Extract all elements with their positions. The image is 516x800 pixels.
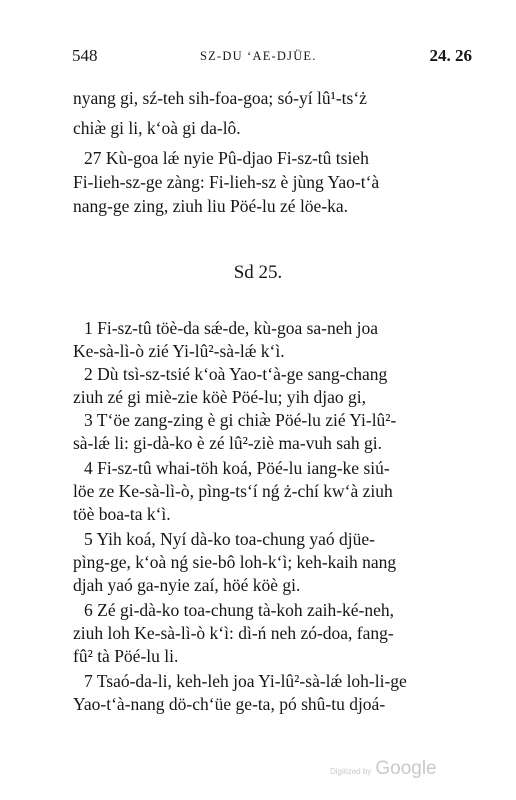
verse-start-line: 6 Zé gi-dà-ko toa-chung tà-koh zaih-ké-neh, — [84, 600, 395, 620]
section-title: Sd 25. — [233, 262, 283, 283]
text-line: töè boa-ta k‘ì. — [73, 504, 171, 524]
verse-start-line: 4 Fi-sz-tû whai-töh koá, Pöé-lu iang-ke siú- — [84, 458, 390, 478]
verse-start-line: 5 Yih koá, Nyí dà-ko toa-chung yaó djüe- — [84, 529, 375, 549]
text-line: löe ze Ke-sà-lì-ò, pìng-ts‘í nǵ ż-chí kw‘à ziuh — [73, 481, 393, 501]
text-line: nyang gi, sź-teh sih-foa-goa; só-yí lû¹-ts‘ż — [73, 88, 367, 108]
text-line: pìng-ge, k‘oà nǵ sie-bô loh-k‘ì; keh-kaih nang — [73, 552, 397, 572]
page-header — [72, 46, 472, 70]
verse-start-line: 2 Dù tsì-sz-tsié k‘oà Yao-t‘à-ge sang-chang — [84, 364, 388, 384]
chapter-verse — [430, 46, 473, 66]
verse-start-line: 27 Kù-goa lǽ nyie Pû-djao Fi-sz-tû tsieh — [84, 148, 369, 168]
text-line: sà-lǽ li: gi-dà-ko è zé lû²-ziè ma-vuh sah gi. — [73, 433, 382, 453]
verse-start-line: 3 T‘öe zang-zing è gi chiæ̀ Pöé-lu zié Yi-lû²- — [84, 410, 397, 430]
text-line: djah yaó ga-nyie zaí, höé köè gi. — [73, 575, 301, 595]
text-line: chiæ̀ gi li, k‘oà gi da-lô. — [73, 118, 241, 138]
text-line: Fi-lieh-sz-ge zàng: Fi-lieh-sz è jùng Yao-t‘à — [73, 172, 380, 192]
digitization-watermark — [330, 758, 437, 780]
watermark-brand: Google — [375, 758, 437, 779]
text-line: nang-ge zing, ziuh liu Pöé-lu zé löe-ka. — [73, 196, 349, 216]
verse-start-line: 7 Tsaó-da-li, keh-leh joa Yi-lû²-sà-lǽ loh-li-ge — [84, 671, 407, 691]
text-line: ziuh loh Ke-sà-lì-ò k‘ì: dì-ń neh zó-doa, fang- — [73, 623, 394, 643]
chapter-verse-text: 24. 26 — [429, 46, 472, 65]
text-line: fû² tà Pöé-lu li. — [73, 646, 179, 666]
text-line: ziuh zé gi miè-zie köè Pöé-lu; yih djao gi, — [73, 387, 367, 407]
verse-start-line: 1 Fi-sz-tû töè-da sǽ-de, kù-goa sa-neh joa — [84, 318, 379, 338]
running-title: SZ-DU ‘AE-DJÜE. — [200, 49, 317, 63]
watermark-prefix: Digitized by — [330, 767, 372, 776]
text-line: Ke-sà-lì-ò zié Yi-lû²-sà-lǽ k‘ì. — [73, 341, 285, 361]
text-line: Yao-t‘à-nang dö-ch‘üe ge-ta, pó shû-tu djoá- — [73, 694, 386, 714]
page-number: 548 — [72, 46, 98, 65]
